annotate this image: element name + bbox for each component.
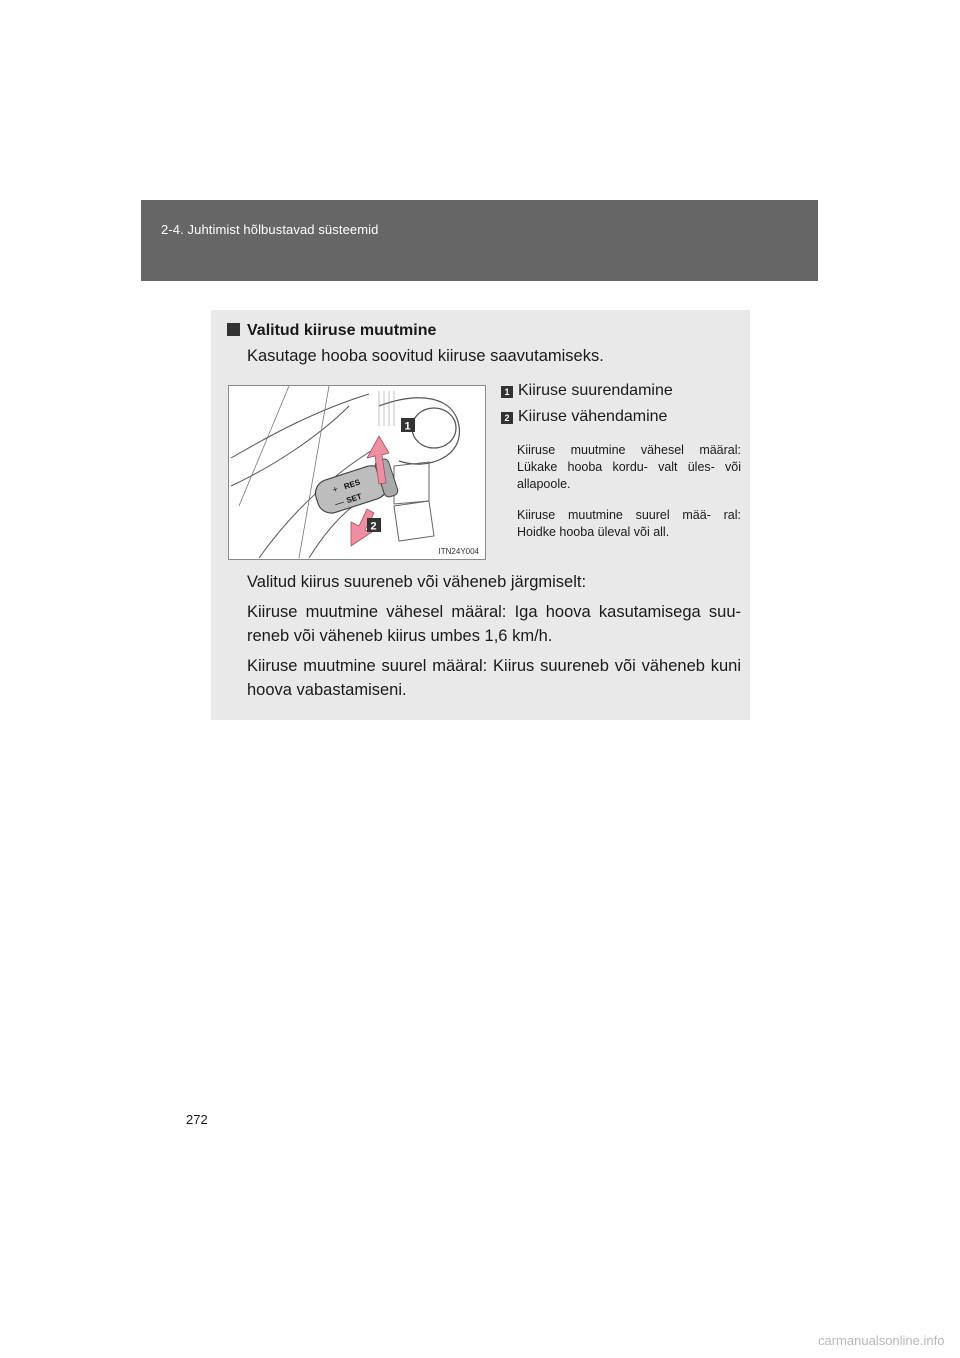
column-ribs	[379, 391, 394, 426]
cruise-lever	[311, 458, 399, 519]
note-small-change: Kiiruse muutmine vähesel määral: Lükake hooba kordu- valt üles- või allapoole.	[517, 443, 741, 491]
note-large-change: Kiiruse muutmine suurel mää- ral: Hoidke hooba üleval või all.	[517, 508, 741, 539]
info-panel	[211, 310, 750, 720]
paragraph: Kiiruse muutmine vähesel määral: Iga hoova kasutamisega suu- reneb või väheneb kiirus umbes 1,6 km/h.	[247, 603, 741, 645]
lever-minus-label: —	[333, 496, 346, 509]
section-header-title: 2-4. Juhtimist hõlbustavad süsteemid	[161, 222, 379, 237]
figure-code: ITN24Y004	[438, 547, 479, 556]
legend-label: Kiiruse vähendamine	[518, 408, 668, 425]
callout-number: 2	[370, 520, 377, 533]
steering-column	[379, 398, 459, 464]
header-band	[141, 200, 818, 281]
dashboard-line	[231, 406, 349, 486]
section-title	[227, 322, 436, 340]
paragraph: Kiiruse muutmine suurel määral: Kiirus suureneb või väheneb kuni hoova vabastamiseni.	[247, 657, 741, 699]
section-title-text: Valitud kiiruse muutmine	[247, 322, 437, 339]
figure-legend	[501, 382, 731, 434]
page-number: 272	[186, 1112, 208, 1127]
column-block	[394, 462, 429, 504]
section-intro: Kasutage hooba soovitud kiiruse saavutamiseks.	[247, 347, 604, 365]
dashboard-line	[231, 394, 369, 458]
lever-illustration	[228, 385, 486, 560]
legend-item	[501, 382, 731, 408]
lever-drawing	[229, 386, 485, 559]
column-block	[394, 501, 434, 541]
legend-label: Kiiruse suurendamine	[518, 382, 673, 399]
column-knob	[412, 408, 456, 448]
square-bullet-icon	[227, 323, 240, 336]
legend-number: 2	[501, 412, 513, 424]
lever-plus-label: +	[331, 483, 340, 495]
legend-item	[501, 408, 731, 434]
lever-res-label: RES	[342, 477, 362, 492]
watermark: carmanualsonline.info	[818, 1333, 945, 1348]
dashboard-line	[239, 386, 289, 506]
legend-number: 1	[501, 386, 513, 398]
callout-number: 1	[404, 420, 411, 433]
lever-set-label: SET	[345, 491, 363, 506]
dashboard-line	[299, 386, 329, 558]
paragraph: Valitud kiirus suureneb või väheneb järgmiselt:	[247, 573, 587, 591]
